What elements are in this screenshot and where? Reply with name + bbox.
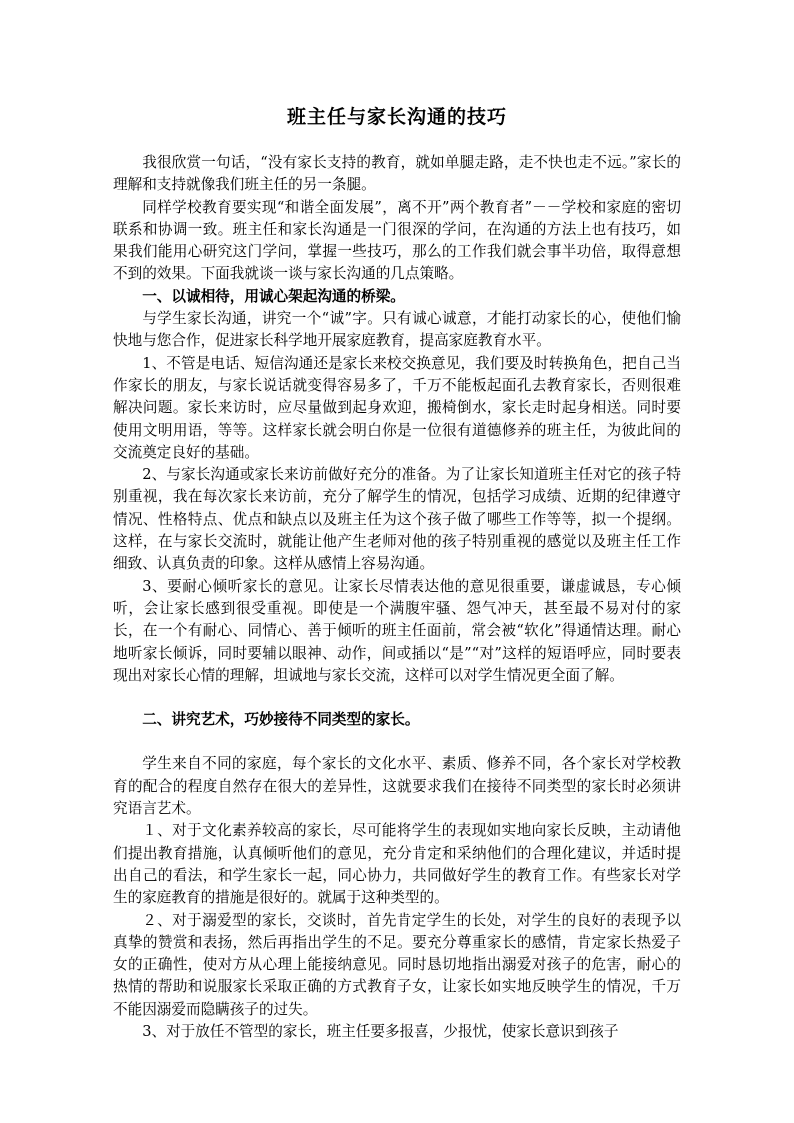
section-heading: 一、以诚相待，用诚心架起沟通的桥梁。 [142,287,405,305]
paragraph: １、对于文化素养较高的家长，尽可能将学生的表现如实地向家长反映，主动请他们提出教育措施，认真倾听他们的意见，充分肯定和采纳他们的合理化建议，并适时提出自己的看法，和学生家长一起，同心协力，共同做好学生的教育工作。有些家长对学生的家庭教育的措施是很好的。就属于这种类型的。 [113,822,681,907]
paragraph: 1、不管是电话、短信沟通还是家长来校交换意见，我们要及时转换角色，把自己当作家长的朋友，与家长说话就变得容易多了，千万不能板起面孔去教育家长，否则很难解决问题。家长来访时，应尽量做到起身欢迎，搬椅倒水，家长走时起身相送。同时要使用文明用语，等等。这样家长就会明白你是一位很有道德修养的班主任，为彼此间的交流奠定良好的基础。 [113,354,681,461]
paragraph: 2、与家长沟通或家长来访前做好充分的准备。为了让家长知道班主任对它的孩子特别重视，我在每次家长来访前，充分了解学生的情况，包括学习成绩、近期的纪律遵守情况、性格特点、优点和缺点以及班主任为这个孩子做了哪些工作等等，拟一个提纲。这样，在与家长交流时，就能让他产生老师对他的孩子特别重视的感觉以及班主任工作细致、认真负责的印象。这样从感情上容易沟通。 [113,466,681,573]
paragraph: 3、要耐心倾听家长的意见。让家长尽情表达他的意见很重要，谦虚诚恳，专心倾听，会让家长感到很受重视。即使是一个满腹牢骚、怨气冲天，甚至最不易对付的家长，在一个有耐心、同情心、善于倾听的班主任面前，常会被“软化”得通情达理。耐心地听家长倾诉，同时要辅以眼神、动作，间或插以“是”“对”这样的短语呼应，同时要表现出对家长心情的理解，坦诚地与家长交流，这样可以对学生情况更全面了解。 [113,577,681,684]
paragraph: ２、对于溺爱型的家长，交谈时，首先肯定学生的长处，对学生的良好的表现予以真挚的赞赏和表扬，然后再指出学生的不足。要充分尊重家长的感情，肯定家长热爱子女的正确性，使对方从心理上能接纳意见。同时恳切地指出溺爱对孩子的危害，耐心的热情的帮助和说服家长采取正确的方式教育子女，让家长如实地反映学生的情况，千万不能因溺爱而隐瞒孩子的过失。 [113,911,681,1018]
paragraph: 我很欣赏一句话，“没有家长支持的教育，就如单腿走路，走不快也走不远。”家长的理解和支持就像我们班主任的另一条腿。 [113,154,681,194]
section-heading: 二、讲究艺术，巧妙接待不同类型的家长。 [142,711,420,729]
paragraph: 学生来自不同的家庭，每个家长的文化水平、素质、修养不同，各个家长对学校教育的配合的程度自然存在很大的差异性，这就要求我们在接待不同类型的家长时必须讲究语言艺术。 [113,755,681,818]
document-title: 班主任与家长沟通的技巧 [286,106,507,128]
paragraph: 与学生家长沟通，讲究一个“诚”字。只有诚心诚意，才能打动家长的心，使他们愉快地与您合作，促进家长科学地开展家庭教育，提高家庭教育水平。 [113,310,681,350]
paragraph: 3、对于放任不管型的家长，班主任要多报喜，少报忧，使家长意识到孩子 [142,1022,619,1040]
paragraph: 同样学校教育要实现“和谐全面发展”，离不开”两个教育者”－－学校和家庭的密切联系和协调一致。班主任和家长沟通是一门很深的学问，在沟通的方法上也有技巧，如果我们能用心研究这门学问，掌握一些技巧，那么的工作我们就会事半功倍，取得意想不到的效果。下面我就谈一谈与家长沟通的几点策略。 [113,198,681,283]
